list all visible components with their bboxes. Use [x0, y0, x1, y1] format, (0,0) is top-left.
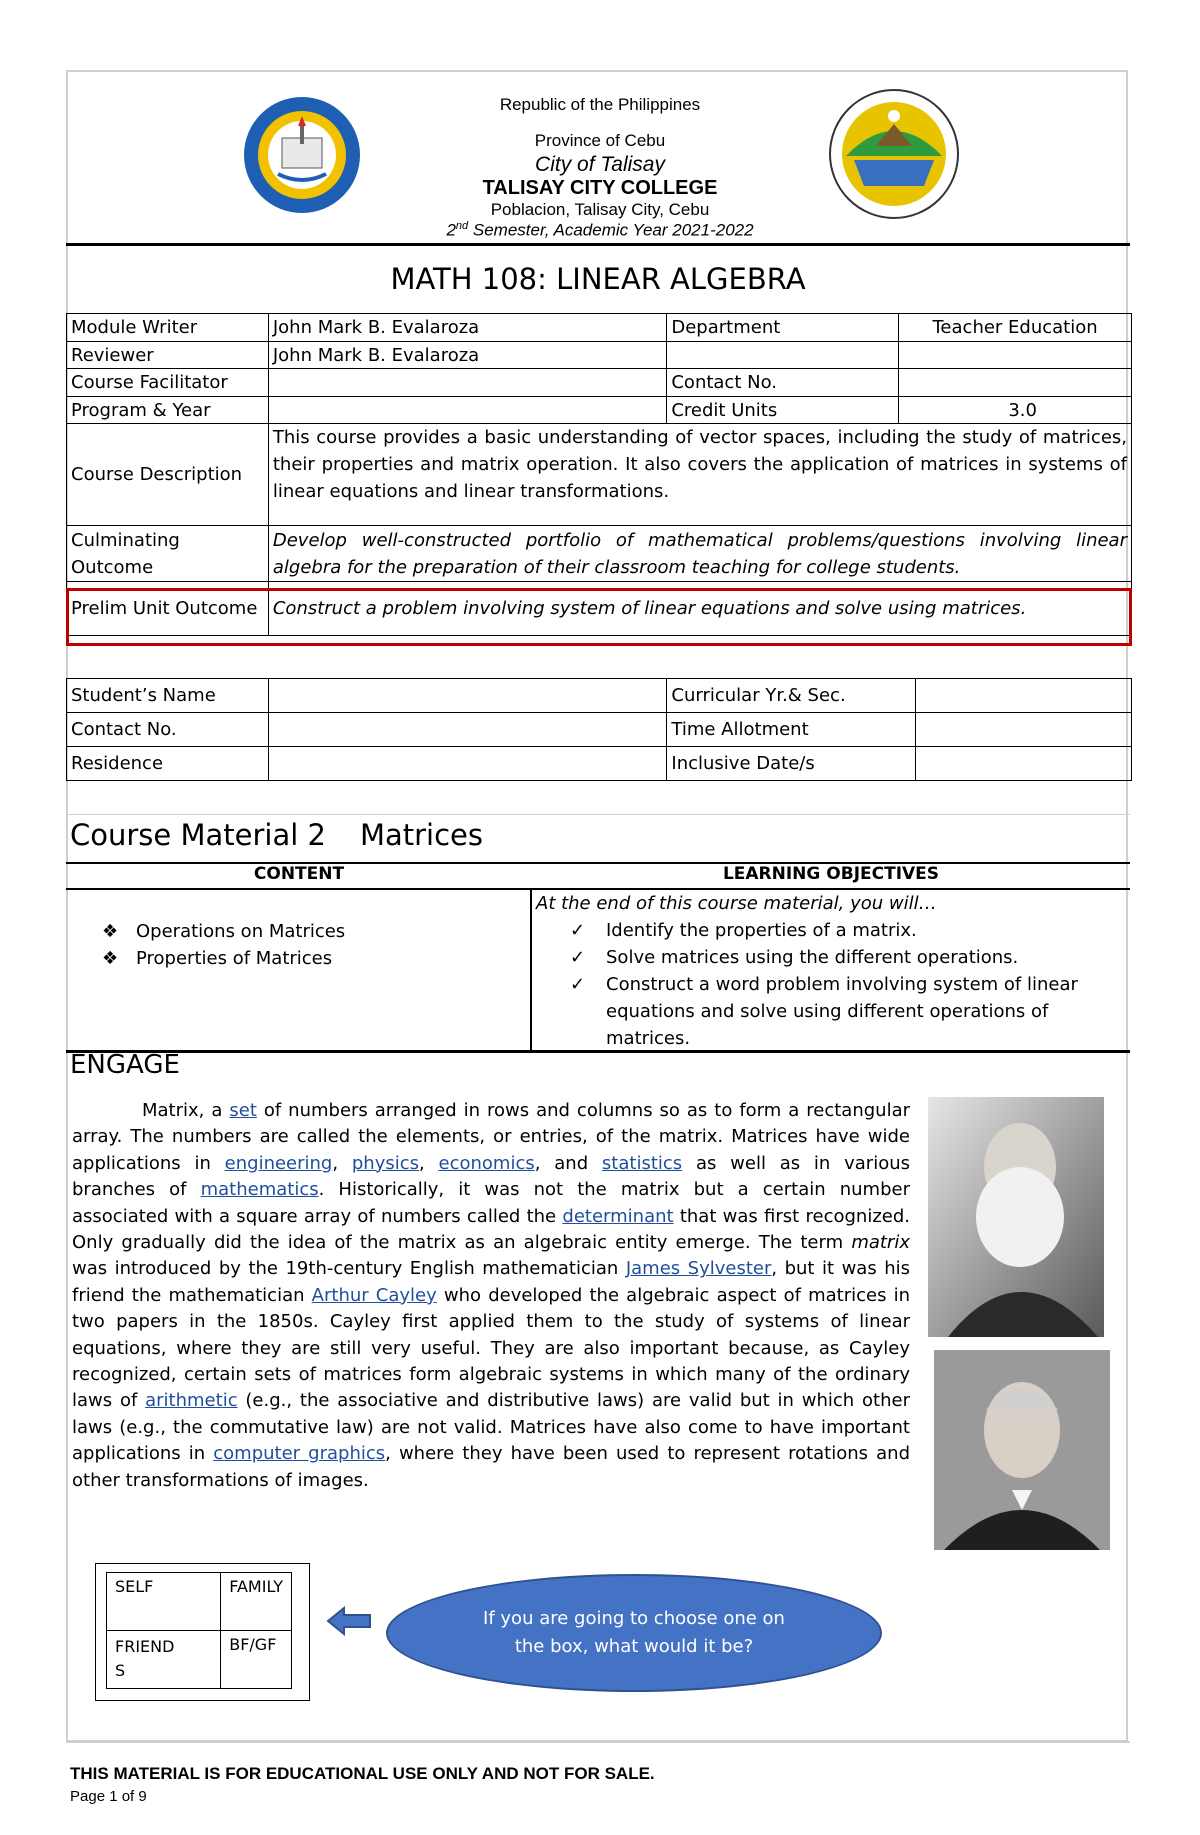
student-name-field[interactable] [268, 679, 667, 713]
course-material-topic: Matrices [359, 818, 483, 852]
culminating-label: Culminating Outcome [67, 526, 269, 582]
inclusive-dates-field[interactable] [916, 747, 1132, 781]
section-rule [66, 814, 1130, 815]
footer-rule [66, 1741, 1130, 1743]
activity-box [95, 1563, 310, 1701]
content-list [102, 918, 345, 972]
reviewer-label: Reviewer [67, 342, 269, 369]
credit-value: 3.0 [899, 397, 1132, 424]
address-line: Poblacion, Talisay City, Cebu [490, 200, 710, 219]
diamond-bullet-icon: ❖ [102, 948, 119, 969]
list-item: ✓ Solve matrices using the different operations. [536, 944, 1126, 971]
credit-label: Credit Units [667, 397, 899, 424]
link-computer-graphics[interactable]: computer graphics [213, 1443, 386, 1465]
time-allotment-field[interactable] [916, 713, 1132, 747]
province-line: Province of Cebu [534, 131, 666, 150]
program-value [268, 397, 667, 424]
header-rule [66, 243, 1130, 246]
student-contact-field[interactable] [268, 713, 667, 747]
footer-notice: THIS MATERIAL IS FOR EDUCATIONAL USE ONLY AND NOT FOR SALE. [70, 1764, 655, 1783]
program-label: Program & Year [67, 397, 269, 424]
link-mathematics[interactable]: mathematics [200, 1179, 319, 1201]
republic-line: Republic of the Philippines [499, 95, 701, 114]
checkmark-icon: ✓ [570, 920, 586, 941]
link-set[interactable]: set [229, 1100, 257, 1121]
student-contact-label: Contact No. [67, 713, 269, 747]
facilitator-label: Course Facilitator [67, 369, 269, 397]
content-objectives-table [66, 862, 1130, 1052]
objectives-header: LEARNING OBJECTIVES [722, 864, 940, 884]
objectives-intro: At the end of this course material, you will… [536, 893, 937, 914]
description-text: This course provides a basic understanding of vector spaces, including the study of matrices, their properties and matrix operation. It also covers the application of matrices in systems of linear equations and linear transformations. [268, 424, 1131, 526]
checkmark-icon: ✓ [570, 947, 586, 968]
choice-family[interactable]: FAMILY [221, 1573, 292, 1631]
checkmark-icon: ✓ [570, 974, 586, 995]
school-name: TALISAY CITY COLLEGE [482, 177, 718, 199]
culminating-text: Develop well-constructed portfolio of mathematical problems/questions involving linear algebra for the preparation of their classroom teaching for college students. [268, 526, 1131, 582]
choice-grid [106, 1572, 292, 1689]
student-name-label: Student’s Name [67, 679, 269, 713]
contact-value [899, 369, 1132, 397]
link-determinant[interactable]: determinant [562, 1205, 674, 1227]
department-label: Department [667, 314, 899, 342]
page-number: Page 1 of 9 [70, 1788, 147, 1805]
link-statistics[interactable]: statistics [601, 1152, 683, 1174]
residence-label: Residence [67, 747, 269, 781]
link-engineering[interactable]: engineering [224, 1152, 333, 1174]
empty-cell [667, 342, 899, 369]
choice-friends[interactable]: FRIEND S [107, 1631, 221, 1689]
left-arrow-icon [326, 1606, 372, 1636]
engage-paragraph: Matrix, a set of numbers arranged in rows and columns so as to form a rectangular array. The numbers are called the elements, or entries, of the matrix. Matrices have wide applications in engineering, physics, economics, and statistics as well as in various branches of mathematics. Historically, it was not the matrix but a certain number associated with a square array of numbers called the determinant that was first recognized. Only gradually did the idea of the matrix as an algebraic entity emerge. The term matrix was introduced by the 19th-century English mathematician James Sylvester, but it was his friend the mathematician Arthur Cayley who developed the algebraic aspect of matrices in two papers in the 1850s. Cayley first applied them to the study of systems of linear equations, where they are still very useful. They are also important because, as Cayley recognized, certain sets of matrices form algebraic systems in which many of the ordinary laws of arithmetic (e.g., the associative and distributive laws) are valid but in which other laws (e.g., the commutative law) are not valid. Matrices have also come to have important applications in computer graphics, where they have been used to represent rotations and other transformations of images. [72, 1100, 911, 1491]
prelim-label: Prelim Unit Outcome [67, 582, 269, 636]
objectives-list [536, 890, 1126, 1052]
empty-cell [899, 342, 1132, 369]
module-writer-label: Module Writer [67, 314, 269, 342]
link-james-sylvester[interactable]: James Sylvester [625, 1258, 772, 1280]
link-arithmetic[interactable]: arithmetic [145, 1390, 238, 1412]
course-material-heading [70, 818, 483, 852]
contact-label: Contact No. [667, 369, 899, 397]
letterhead [0, 95, 1200, 241]
engage-heading: ENGAGE [70, 1050, 180, 1080]
list-item: ✓ Construct a word problem involving system of linear equations and solve using different operations of matrices. [536, 971, 1126, 1052]
page-title: MATH 108: LINEAR ALGEBRA [390, 262, 806, 296]
portrait-photo-sylvester [928, 1097, 1104, 1337]
prelim-text: Construct a problem involving system of linear equations and solve using matrices. [268, 582, 1131, 636]
link-physics[interactable]: physics [351, 1152, 420, 1174]
facilitator-value [268, 369, 667, 397]
residence-field[interactable] [268, 747, 667, 781]
inclusive-dates-label: Inclusive Date/s [667, 747, 916, 781]
time-allotment-label: Time Allotment [667, 713, 916, 747]
choice-self[interactable]: SELF [107, 1573, 221, 1631]
question-bubble [386, 1574, 882, 1692]
diamond-bullet-icon: ❖ [102, 921, 119, 942]
list-item: ❖ Operations on Matrices [102, 918, 345, 945]
list-item: ✓ Identify the properties of a matrix. [536, 917, 1126, 944]
department-value: Teacher Education [899, 314, 1132, 342]
year-section-label: Curricular Yr.& Sec. [667, 679, 916, 713]
content-header: CONTENT [253, 864, 345, 884]
link-arthur-cayley[interactable]: Arthur Cayley [311, 1284, 437, 1306]
reviewer-value: John Mark B. Evalaroza [268, 342, 667, 369]
prelim-outcome-highlight [66, 588, 1132, 646]
list-item: ❖ Properties of Matrices [102, 945, 345, 972]
year-section-field[interactable] [916, 679, 1132, 713]
question-text: If you are going to choose one on the box, what would it be? [483, 1608, 785, 1657]
semester-line: 2nd Semester, Academic Year 2021-2022 [446, 220, 754, 240]
portrait-photo-cayley [934, 1350, 1110, 1550]
course-material-number: Course Material 2 [70, 818, 326, 852]
choice-bf-gf[interactable]: BF/GF [221, 1631, 292, 1689]
student-info-table [66, 678, 1132, 781]
city-line: City of Talisay [535, 153, 665, 176]
description-label: Course Description [67, 424, 269, 526]
link-economics[interactable]: economics [438, 1152, 535, 1174]
module-writer-value: John Mark B. Evalaroza [268, 314, 667, 342]
